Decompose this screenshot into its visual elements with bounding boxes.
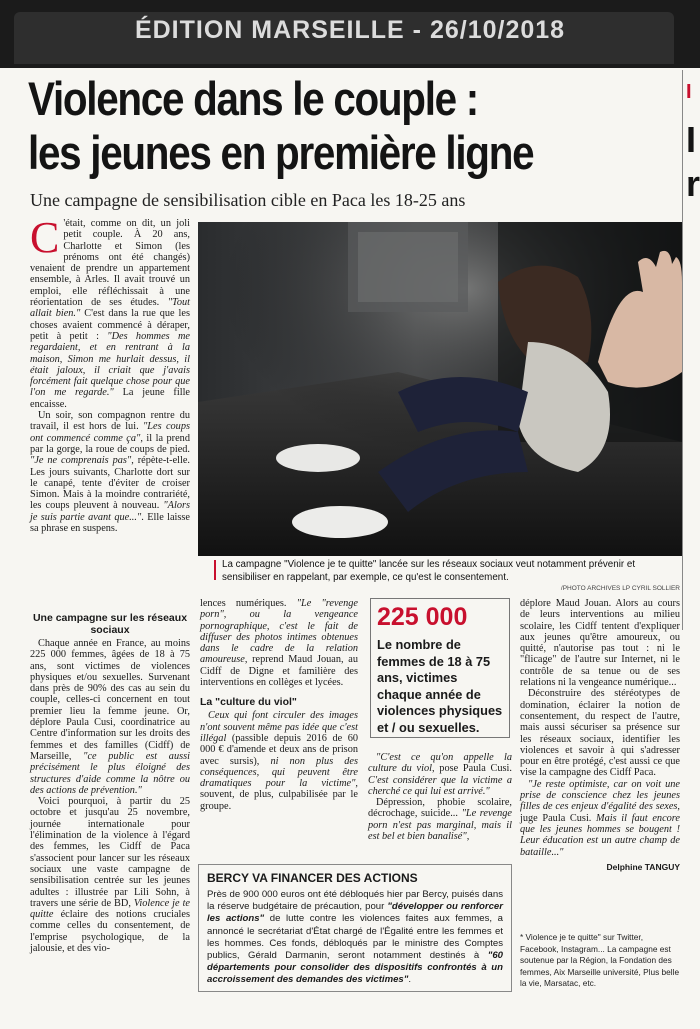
author-signature: Delphine TANGUY xyxy=(606,861,680,872)
subheadline: Une campagne de sensibilisation cible en Paca les 18-25 ans xyxy=(30,190,466,210)
bercy-title: BERCY VA FINANCER DES ACTIONS xyxy=(207,871,418,885)
edition-header-bar xyxy=(0,0,700,68)
photo-credit: /PHOTO ARCHIVES LP CYRIL SOLLIER xyxy=(560,585,680,592)
caption-accent-bar xyxy=(214,560,216,580)
edition-label: ÉDITION MARSEILLE - 26/10/2018 xyxy=(134,16,566,44)
adjacent-headline-1: I xyxy=(686,119,697,160)
bercy-sidebar-box xyxy=(198,864,512,992)
photo-caption: La campagne "Violence je te quitte" lancée sur les réseaux sociaux veut notamment prévenir et sensibiliser en rappelant, par exemple, ce qu'est le consentement. xyxy=(222,559,636,583)
article-column-1-bottom: Une campagne sur les réseaux sociaux Chaque année en France, au moins 225 000 femmes, âgées de 18 à 75 ans, sont victimes de violences physiques et/ou sexuelles. Survenant dans près de 90% des cas au sein du couple, celles-ci concernent en tout premier lieu la femme jeune. Or, déplore Paula Cusi, coordinatrice au Centre d'information sur les droits des femmes et des familles (Cidff) de Marseille, "ce public est aussi précisément le plus éloigné des structures d'aide comme la nôtre ou des actions de prévention." Voici pourquoi, à partir du 25 octobre et jusqu'au 25 novembre, journée internationale pour l'élimination de la violence à l'égard des femmes, les Cidff de Paca s'associent pour lancer sur les réseaux sociaux une vaste campagne de sensibilisation centrée sur les jeunes adultes : illustrée par Lili Sohn, à travers une série de BD, Violence je te quitte éclaire des notions cruciales comme celles du consentement, de l'emprise psychologique, de la jalousie, et des vio- xyxy=(30,612,190,955)
article-column-1: C 'était, comme on dit, un joli petit couple. À 20 ans, Charlotte et Simon (les prénoms ont été changés) venaient de prendre un appartement ensemble, à Arles. Il avait trouvé un emploi, elle réfléchissait à une réorientation de ses études. "Tout allait bien." C'est dans la rue que les choses avaient commencé à déraper, petit à petit : "Des hommes me regardaient, et en rentrant à la maison, Simon me hurlait dessus, il était jaloux, il criait que j'avais forcément fait quelque chose pour que l'on me regarde." La jeune fille encaisse. Un soir, son compagnon rentre du travail, il est hors de lui. "Les coups ont commencé comme ça", il la prend par la gorge, la roue de coups de pied. "Je ne comprenais pas", répète-t-elle. Les jours suivants, Charlotte dort sur le canapé, tente d'éviter de croiser Simon. Mais à la moindre contrariété, les coups pleuvent à nouveau. "Alors je suis partie avant que...". Elle laisse sa phrase en suspens. xyxy=(30,213,191,535)
article-column-4: déplore Maud Jouan. Alors au cours de leurs interventions au milieu scolaire, les Cidff tentent d'expliquer aux jeunes qu'être amoureux, ou quitté, n'autorise pas tout : ni le "flicage" de l'autre sur Internet, ni le contrôle de sa tenue ou de ses relations ni la vengeance numérique... Déconstruire des stéréotypes de domination, éclairer la notion de consentement, du respect de l'autre, mais aussi sécuriser sa présence sur les réseaux sociaux, identifier les violences et savoir à qui s'adresser pour en être protégé, c'est aussi ce que vise la campagne des Cidff Paca. "Je reste optimiste, car on voit une prise de conscience chez les jeunes filles de ces enjeux d'égalité des sexes, juge Paula Cusi. Mais il faut encore que les jeunes hommes se bougent ! Leur éducation est un autre champ de bataille..." Delphine TANGUY xyxy=(520,598,680,872)
article-photo xyxy=(198,222,682,556)
bercy-text: Près de 900 000 euros ont été débloqués hier par Bercy, puisés dans la réserve budgétaire de précaution, pour "développer ou renforcer les actions" de lutte contre les violences faites aux femmes, a annoncé le secrétariat d'État chargé de l'Égalité entre les femmes et les hommes. Ces fonds, débloqués par le ministre des Comptes publics, Gérald Darmanin, seront notamment destinés à "60 départements pour consolider des dispositifs confrontés à un accroissement des demandes des victimes". xyxy=(207,889,504,986)
headline-line-1: Violence dans le couple : xyxy=(28,72,478,125)
adjacent-article-strip xyxy=(686,60,700,206)
article-column-3: "C'est ce qu'on appelle la culture du viol, pose Paula Cusi. C'est considérer que la victime a cherché ce qui lui est arrivé." Dépression, phobie scolaire, décrochage, suicide... "Le revenge porn n'est pas marginal, mais il est bel et bien banalisé", xyxy=(368,752,512,843)
key-figure-number: 225 000 xyxy=(377,603,468,631)
article-column-2: lences numériques. "Le "revenge porn", ou la vengeance pornographique, c'est le fait de diffuser des photos intimes obtenues dans le cadre de la relation amoureuse, reprend Maud Jouan, au Cidff de Digne et familière des interventions en collèges et lycées. La "culture du viol" Ceux qui font circuler des images n'ont souvent même pas idée que c'est illégal (passible depuis 2016 de 60 000 € d'amende et deux ans de prison avec sursis), ni non plus des conséquences, qui peuvent être dramatiques pour la victime", souvent, de plus, culpabilisée par le groupe. xyxy=(200,598,358,812)
headline-line-2: les jeunes en première ligne xyxy=(28,126,534,179)
key-figure-box xyxy=(370,598,510,738)
drop-cap: C xyxy=(30,213,60,262)
column-divider xyxy=(682,70,683,630)
adjacent-red-letter: I xyxy=(686,81,692,103)
headline xyxy=(28,72,596,180)
key-figure-text: Le nombre de femmes de 18 à 75 ans, victimes chaque année de violences physiques et / ou sexuelles. xyxy=(377,637,503,735)
adjacent-headline-2: r xyxy=(686,163,700,204)
campaign-footnote: * Violence je te quitte" sur Twitter, Facebook, Instagram... La campagne est soutenue par la Région, la Fondation des femmes, Aix Marseille université, Plus belle la vie, Marsatac, etc. xyxy=(520,932,680,988)
section-title-culture: La "culture du viol" xyxy=(200,696,297,709)
photo-illustration xyxy=(198,222,682,556)
section-title-reseaux: Une campagne sur les réseaux sociaux xyxy=(32,612,188,636)
